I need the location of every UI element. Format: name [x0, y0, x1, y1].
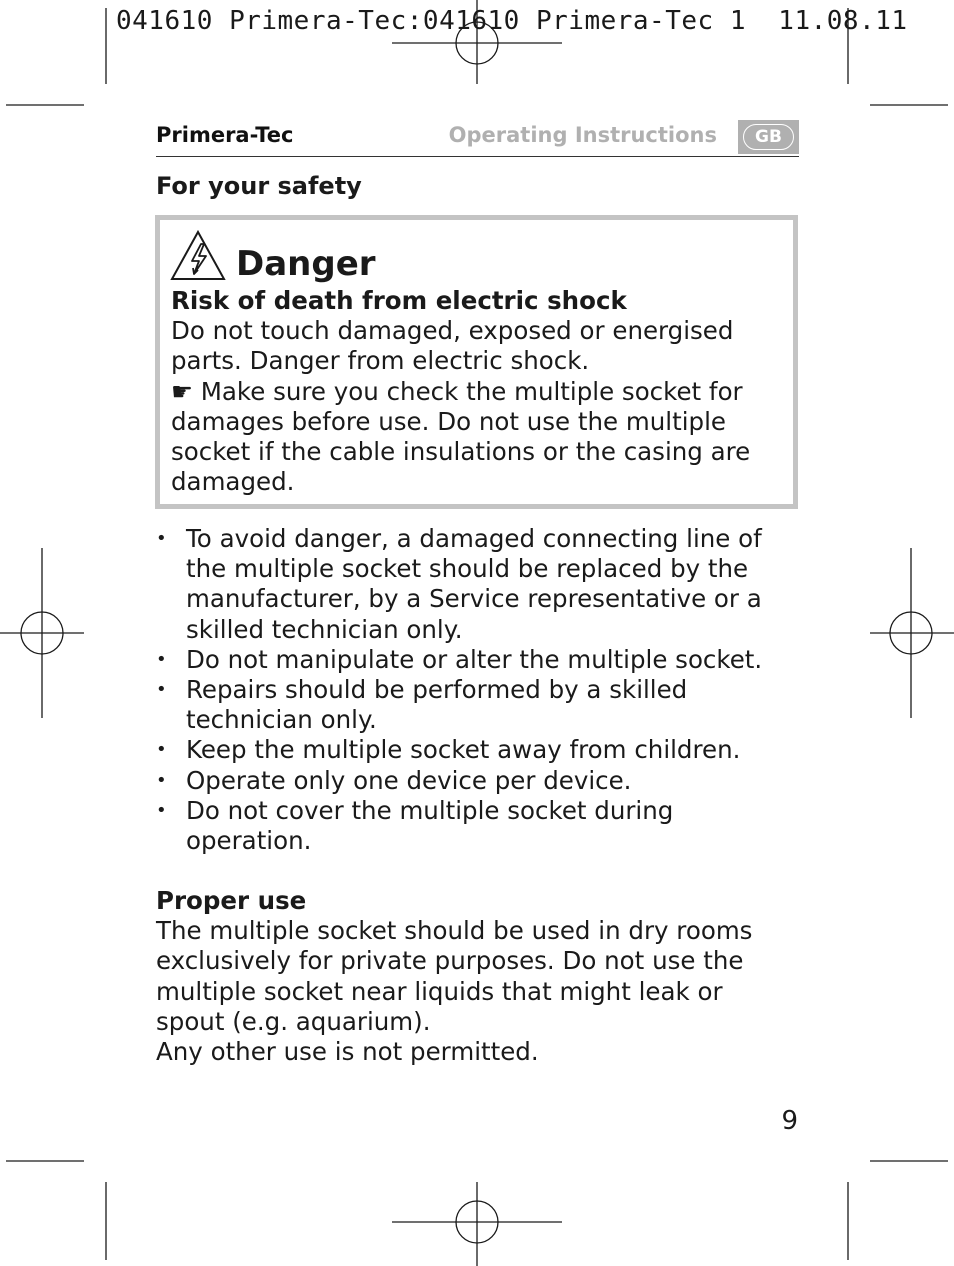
- electric-shock-warning-icon: [169, 229, 227, 283]
- safety-bullet-list: [156, 524, 796, 856]
- brand-name: Primera-Tec: [156, 123, 294, 147]
- list-item: • Do not manipulate or alter the multiple socket.: [156, 645, 796, 675]
- page-header: [156, 118, 799, 157]
- danger-body: [171, 286, 791, 497]
- page-number: 9: [781, 1106, 798, 1136]
- list-item: • Keep the multiple socket away from children.: [156, 735, 796, 765]
- list-item: • To avoid danger, a damaged connecting line of the multiple socket should be replaced by the manufacturer, by a Service representative or a skilled technician only.: [156, 524, 796, 645]
- document-type: Operating Instructions: [448, 123, 717, 147]
- proper-use-title: Proper use: [156, 886, 307, 915]
- pointing-hand-icon: ☛: [171, 376, 193, 406]
- print-slug: 041610 Primera-Tec:041610 Primera-Tec 1 11.08.11: [116, 6, 908, 36]
- danger-subtitle: Risk of death from electric shock: [171, 286, 627, 315]
- danger-instruction-text: Make sure you check the multiple socket for damages before use. Do not use the multiple socket if the cable insulations or the casing are damaged.: [171, 376, 751, 497]
- danger-text: Do not touch damaged, exposed or energised parts. Danger from electric shock.: [171, 316, 734, 376]
- language-code: GB: [743, 124, 794, 150]
- danger-warning-box: [155, 215, 798, 509]
- proper-use-paragraph: The multiple socket should be used in dry rooms exclusively for private purposes. Do not use the multiple socket near liquids that might leak or spout (e.g. aquarium).: [156, 916, 753, 1036]
- list-item: • Repairs should be performed by a skilled technician only.: [156, 675, 796, 735]
- list-item: • Operate only one device per device.: [156, 766, 796, 796]
- section-title: For your safety: [156, 172, 362, 200]
- danger-instruction: [171, 377, 791, 498]
- danger-title: Danger: [236, 244, 376, 284]
- language-badge: [738, 120, 799, 154]
- list-item: • Do not cover the multiple socket during operation.: [156, 796, 796, 856]
- proper-use-note: Any other use is not permitted.: [156, 1037, 539, 1067]
- proper-use-section: [156, 886, 796, 1067]
